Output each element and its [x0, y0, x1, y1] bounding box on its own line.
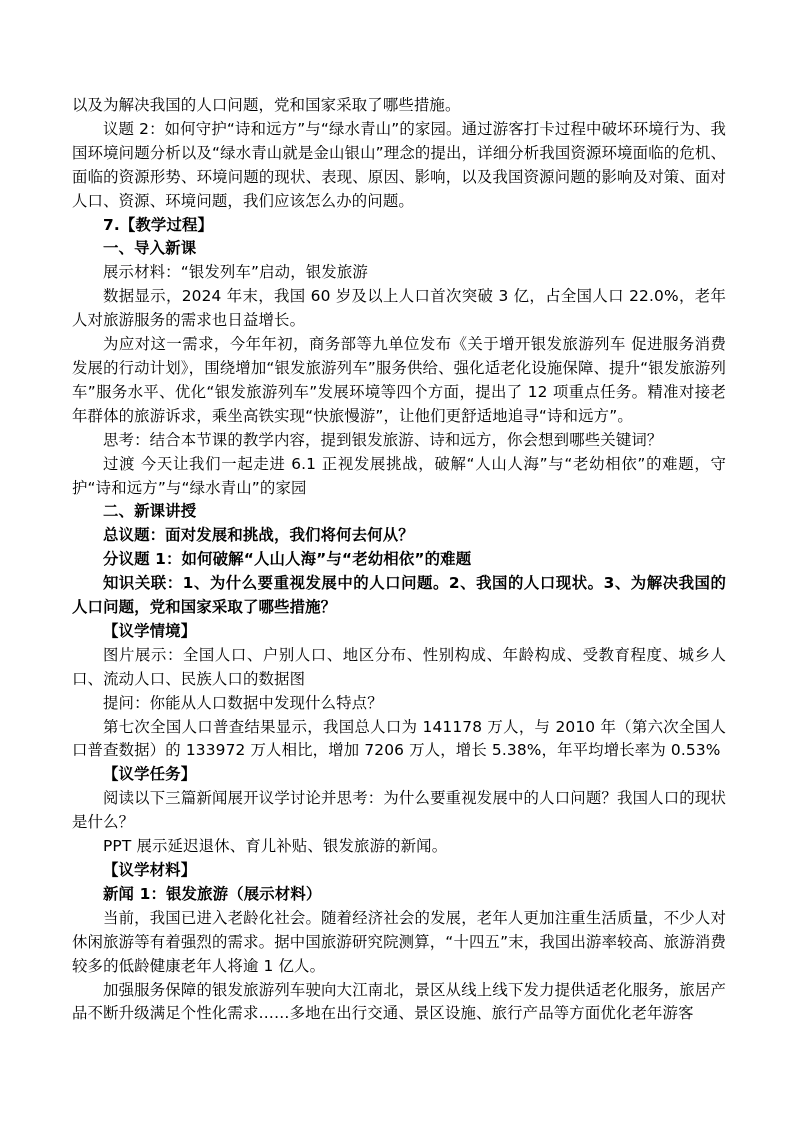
paragraph-think: 思考：结合本节课的教学内容，提到银发旅游、诗和远方，你会想到哪些关键词？	[103, 430, 663, 449]
paragraph-ppt-news: PPT 展示延迟退休、育儿补贴、银发旅游的新闻。	[103, 837, 448, 856]
heading-lead-in: 一、导入新课	[103, 239, 197, 258]
paragraph-question: 提问：你能从人口数据中发现什么特点？	[103, 693, 383, 712]
paragraph-policy-response: 为应对这一需求，今年年初，商务部等九单位发布《关于增开银发旅游列车 促进服务消费发展的行动计划》，围绕增加“银发旅游列车”服务供给、强化适老化设施保障、提升“银发旅游列车”服务水平、优化“银发旅游列车”发展环境等四个方面，提出了 12 项重点任务。精准对接老年群体的旅游诉求，乘坐高铁实现“快旅慢游”，让他们更舒适地追寻“诗和远方”。	[72, 335, 726, 425]
heading-teaching-process: 7.【教学过程】	[103, 215, 214, 234]
heading-discussion-context: 【议学情境】	[103, 621, 197, 640]
paragraph-census-result: 第七次全国人口普查结果显示，我国总人口为 141178 万人，与 2010 年（第六次全国人口普查数据）的 133972 万人相比，增加 7206 万人，增长 5.38%，年平均增长率为 0.53%	[72, 717, 726, 760]
heading-main-topic: 总议题：面对发展和挑战，我们将何去何从？	[103, 526, 414, 545]
paragraph-show-material: 展示材料：“银发列车”启动，银发旅游	[103, 263, 368, 282]
paragraph-service-guarantee: 加强服务保障的银发旅游列车驶向大江南北，景区从线上线下发力提供适老化服务，旅居产品不断升级满足个性化需求……多地在出行交通、景区设施、旅行产品等方面优化老年游客	[72, 980, 726, 1023]
document-body	[72, 94, 726, 1026]
paragraph-data-display: 数据显示，2024 年末，我国 60 岁及以上人口首次突破 3 亿，占全国人口 22.0%，老年人对旅游服务的需求也日益增长。	[72, 287, 726, 330]
paragraph-picture-display: 图片展示：全国人口、户别人口、地区分布、性别构成、年龄构成、受教育程度、城乡人口、流动人口、民族人口的数据图	[72, 645, 726, 688]
heading-new-lesson: 二、新课讲授	[103, 502, 197, 521]
paragraph-knowledge-link: 知识关联：1、为什么要重视发展中的人口问题。2、我国的人口现状。3、为解决我国的人口问题，党和国家采取了哪些措施？	[72, 574, 726, 617]
paragraph-read-news: 阅读以下三篇新闻展开议学讨论并思考：为什么要重视发展中的人口问题？我国人口的现状是什么？	[72, 789, 726, 832]
heading-subtopic-1: 分议题 1：如何破解“人山人海”与“老幼相依”的难题	[103, 550, 472, 569]
heading-discussion-material: 【议学材料】	[103, 861, 197, 879]
paragraph-transition: 过渡 今天让我们一起走进 6.1 正视发展挑战，破解“人山人海”与“老幼相依”的难题，守护“诗和远方”与“绿水青山”的家园	[72, 454, 726, 497]
paragraph-measures-continuation: 以及为解决我国的人口问题，党和国家采取了哪些措施。	[72, 96, 461, 114]
heading-discussion-task: 【议学任务】	[103, 765, 197, 784]
paragraph-topic-2: 议题 2：如何守护“诗和远方”与“绿水青山”的家园。通过游客打卡过程中破坏环境行为、我国环境问题分析以及“绿水青山就是金山银山”理念的提出，详细分析我国资源环境面临的危机、面临的资源形势、环境问题的现状、表现、原因、影响，以及我国资源问题的影响及对策、面对人口、资源、环境问题，我们应该怎么办的问题。	[72, 119, 726, 210]
paragraph-aging-society: 当前，我国已进入老龄化社会。随着经济社会的发展，老年人更加注重生活质量，不少人对休闲旅游等有着强烈的需求。据中国旅游研究院测算，“十四五”末，我国出游率较高、旅游消费较多的低龄健康老年人将逾 1 亿人。	[72, 908, 726, 975]
heading-news-1: 新闻 1：银发旅游（展示材料）	[103, 884, 322, 903]
